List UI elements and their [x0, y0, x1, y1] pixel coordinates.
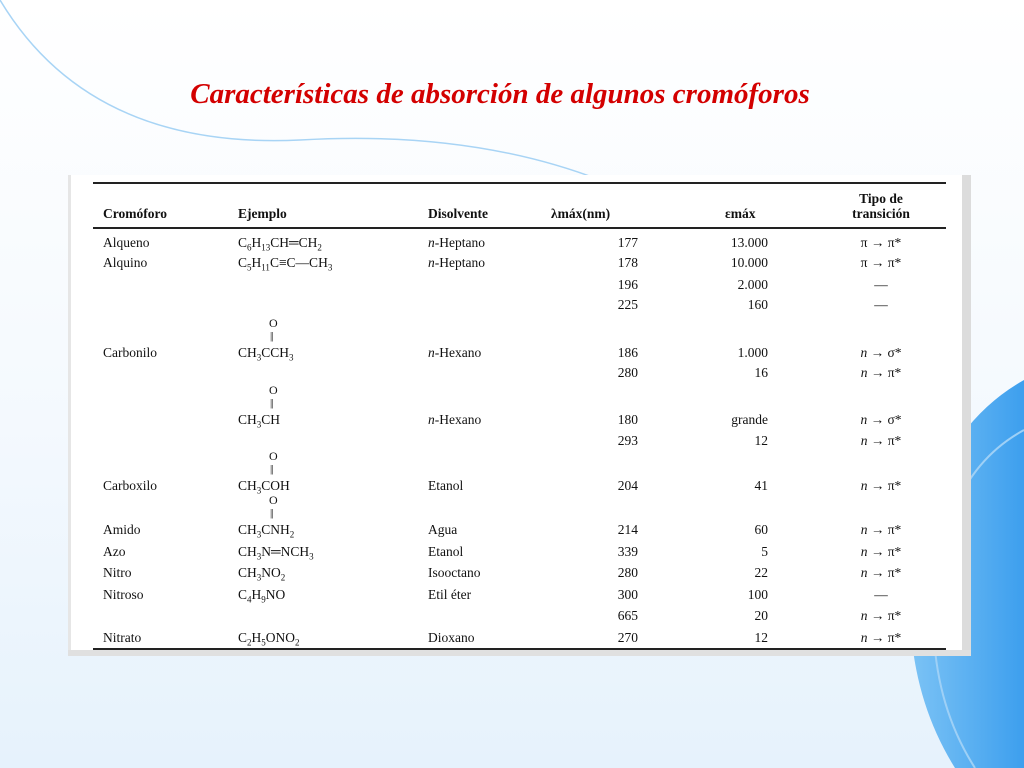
- cell-epsilon: 16: [754, 365, 768, 380]
- cell-example: $CH_3CCH_3$: [238, 345, 294, 363]
- cell-chromophore: Azo: [103, 544, 126, 559]
- cell-epsilon: 22: [754, 565, 768, 580]
- cell-example: $CH_3N═NCH_3$: [238, 544, 314, 562]
- cell-example: $CH_3CNH_2$: [238, 522, 295, 540]
- cell-chromophore: Nitro: [103, 565, 132, 580]
- cell-chromophore: Alqueno: [103, 235, 150, 250]
- cell-example: $C_6H_{13}CH═CH_2$: [238, 235, 322, 253]
- chromophore-table: [93, 182, 946, 650]
- cell-transition: —: [874, 297, 888, 312]
- cell-epsilon: 2.000: [737, 277, 768, 292]
- cell-transition: n → π*: [860, 522, 902, 537]
- cell-example: $CH_3NO_2$: [238, 565, 286, 583]
- cell-example: $C_4H_9NO$: [238, 587, 286, 605]
- cell-transition: n → π*: [860, 544, 902, 559]
- scan-edge: [68, 175, 71, 656]
- cell-transition: n → σ*: [860, 345, 902, 360]
- cell-transition: —: [874, 587, 888, 602]
- cell-lambda: 300: [617, 587, 638, 602]
- cell-transition: n → π*: [860, 433, 902, 448]
- cell-lambda: 214: [617, 522, 638, 537]
- header-epsilon-max: εmáx: [725, 206, 756, 221]
- cell-epsilon: grande: [731, 412, 768, 427]
- double-bond-mark: ||: [270, 397, 273, 409]
- cell-epsilon: 100: [747, 587, 768, 602]
- cell-lambda: 225: [617, 297, 638, 312]
- carbonyl-oxygen: O: [269, 383, 278, 397]
- cell-example: $C_2H_5ONO_2$: [238, 630, 300, 648]
- cell-epsilon: 12: [754, 630, 768, 645]
- cell-transition: n → π*: [860, 478, 902, 493]
- cell-solvent: Etil éter: [428, 587, 472, 602]
- cell-solvent: n-Hexano: [428, 345, 482, 360]
- cell-solvent: Etanol: [428, 544, 464, 559]
- scan-edge: [962, 175, 971, 656]
- cell-chromophore: Carbonilo: [103, 345, 157, 360]
- page-title: Características de absorción de algunos cromóforos: [190, 78, 810, 110]
- cell-lambda: 178: [617, 255, 638, 270]
- cell-epsilon: 160: [747, 297, 768, 312]
- cell-epsilon: 5: [761, 544, 768, 559]
- cell-lambda: 270: [617, 630, 638, 645]
- cell-chromophore: Nitrato: [103, 630, 142, 645]
- cell-lambda: 339: [617, 544, 638, 559]
- cell-epsilon: 12: [754, 433, 768, 448]
- header-lambda-max: λmáx(nm): [551, 206, 611, 221]
- cell-solvent: Etanol: [428, 478, 464, 493]
- cell-chromophore: Alquino: [103, 255, 148, 270]
- cell-lambda: 196: [617, 277, 638, 292]
- cell-epsilon: 41: [754, 478, 768, 493]
- cell-transition: π → π*: [860, 255, 902, 270]
- cell-epsilon: 10.000: [730, 255, 768, 270]
- header-chromophore: Cromóforo: [103, 206, 167, 221]
- carbonyl-oxygen: O: [269, 493, 278, 507]
- cell-lambda: 280: [617, 365, 638, 380]
- cell-lambda: 186: [617, 345, 638, 360]
- cell-transition: n → π*: [860, 608, 902, 623]
- cell-solvent: n-Hexano: [428, 412, 482, 427]
- cell-example: $C_5H_{11}C\equiv C—CH_3$: [238, 255, 333, 273]
- double-bond-mark: ||: [270, 463, 273, 475]
- cell-solvent: Dioxano: [428, 630, 475, 645]
- cell-solvent: Isooctano: [428, 565, 481, 580]
- header-solvent: Disolvente: [428, 206, 488, 221]
- cell-transition: n → σ*: [860, 412, 902, 427]
- header-transition-line1: Tipo de: [859, 191, 903, 206]
- cell-example: $CH_3CH$: [238, 412, 281, 430]
- cell-solvent: Agua: [428, 522, 458, 537]
- cell-solvent: n-Heptano: [428, 255, 485, 270]
- cell-lambda: 204: [617, 478, 638, 493]
- header-example: Ejemplo: [238, 206, 287, 221]
- cell-transition: n → π*: [860, 565, 902, 580]
- header-divider: [93, 227, 946, 229]
- cell-transition: π → π*: [860, 235, 902, 250]
- cell-chromophore: Nitroso: [103, 587, 144, 602]
- cell-chromophore: Carboxilo: [103, 478, 157, 493]
- cell-solvent: n-Heptano: [428, 235, 485, 250]
- cell-transition: n → π*: [860, 630, 902, 645]
- double-bond-mark: ||: [270, 330, 273, 342]
- carbonyl-oxygen: O: [269, 449, 278, 463]
- cell-epsilon: 20: [754, 608, 768, 623]
- cell-example: $CH_3COH$: [238, 478, 290, 496]
- double-bond-mark: ||: [270, 507, 273, 519]
- cell-chromophore: Amido: [103, 522, 141, 537]
- cell-epsilon: 60: [754, 522, 768, 537]
- cell-epsilon: 13.000: [730, 235, 768, 250]
- cell-lambda: 177: [617, 235, 638, 250]
- carbonyl-oxygen: O: [269, 316, 278, 330]
- cell-transition: n → π*: [860, 365, 902, 380]
- cell-lambda: 665: [617, 608, 638, 623]
- cell-epsilon: 1.000: [737, 345, 768, 360]
- header-transition-line2: transición: [852, 206, 910, 221]
- scan-edge: [68, 650, 971, 656]
- cell-lambda: 280: [617, 565, 638, 580]
- cell-transition: —: [874, 277, 888, 292]
- cell-lambda: 293: [617, 433, 638, 448]
- cell-lambda: 180: [617, 412, 638, 427]
